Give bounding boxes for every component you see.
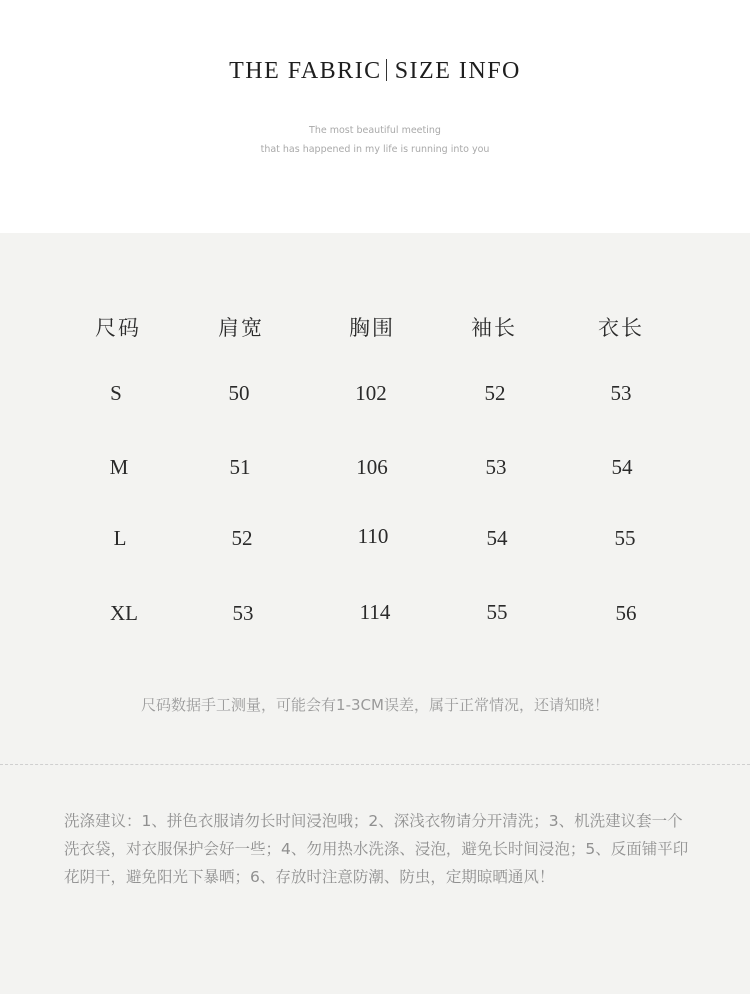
table-cell: M [109,455,129,479]
table-cell: 53 [485,455,507,479]
table-cell: 102 [355,381,387,405]
table-cell: 53 [610,381,632,405]
title-fabric: THE FABRIC [229,58,382,84]
table-cell: 106 [356,455,388,479]
header-size: 尺码 [95,316,141,340]
header-section [0,0,750,233]
table-cell: 53 [232,601,254,625]
table-cell: 56 [615,601,637,625]
table-cell: 55 [614,526,636,550]
title-size-info: SIZE INFO [394,58,521,84]
subtitle-line-2: that has happened in my life is running into you [260,144,490,155]
dashed-divider [0,764,750,765]
table-cell: 52 [231,526,253,550]
table-cell: S [110,381,122,405]
table-cell: 54 [611,455,633,479]
subtitle-line-1: The most beautiful meeting [309,125,441,136]
table-cell: L [113,526,127,550]
title-separator [386,59,387,81]
table-cell: 51 [229,455,251,479]
care-instructions: 洗涤建议：1、拼色衣服请勿长时间浸泡哦；2、深浅衣物请分开清洗；3、机洗建议套一个洗衣袋，对衣服保护会好一些；4、勿用热水洗涤、浸泡，避免长时间浸泡；5、反面铺平印花阴干，避免阳光下暴晒；6、存放时注意防潮、防虫，定期晾晒通风！ [64,812,689,886]
page-title [0,58,750,85]
table-cell: 54 [486,526,508,550]
table-cell: 114 [359,600,391,624]
table-cell: XL [110,601,138,625]
table-cell: 55 [486,600,508,624]
table-cell: 50 [228,381,250,405]
table-cell: 110 [357,524,389,548]
header-shoulder: 肩宽 [218,316,264,340]
measurement-note: 尺码数据手工测量，可能会有1-3CM误差，属于正常情况，还请知晓！ [141,696,609,714]
table-cell: 52 [484,381,506,405]
header-length: 衣长 [598,316,644,340]
header-chest: 胸围 [349,316,395,340]
header-sleeve: 袖长 [471,316,517,340]
